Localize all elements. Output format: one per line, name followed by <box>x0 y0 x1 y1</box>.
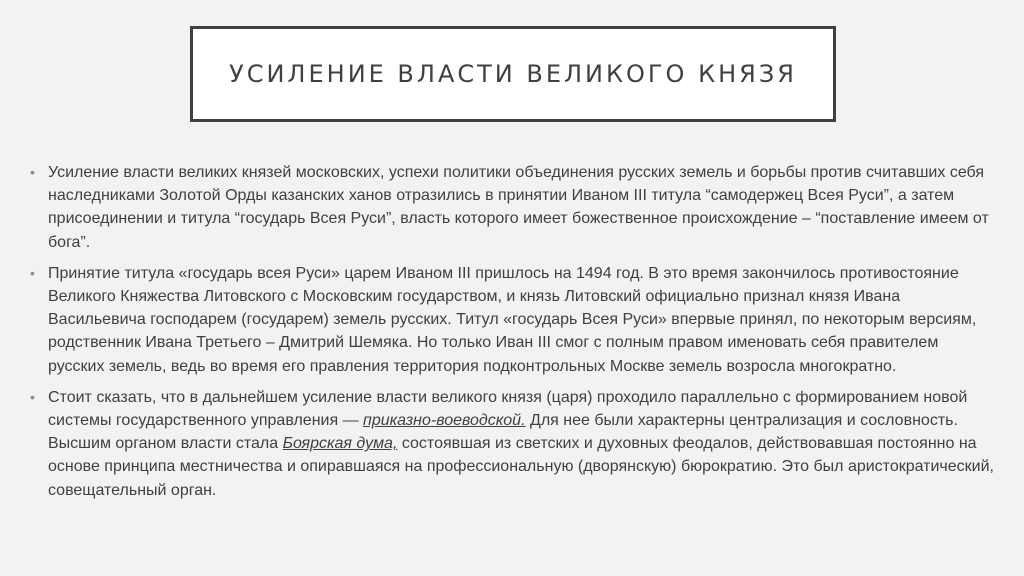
bullet-item <box>30 386 994 502</box>
bullet-text-part: состоявшая из светских и духовных феодалов, действовавшая постоянно на основе принципа местничества и опиравшаяся на профессиональную (дворянскую) бюрократию. Это был аристократический, совещательный орган. <box>48 435 994 499</box>
bullet-item <box>30 161 994 254</box>
bullet-icon: • <box>30 164 35 180</box>
slide-title: УСИЛЕНИЕ ВЛАСТИ ВЕЛИКОГО КНЯЗЯ <box>229 60 797 88</box>
bullet-icon: • <box>30 264 35 281</box>
bullet-item <box>30 262 994 378</box>
bullet-text: Принятие титула «государь всея Руси» царем Иваном III пришлось на 1494 год. В это время закончилось противостояние Великого Княжества Литовского с Московским государством, и князь Литовский официально признал князя Ивана Васильевича господарем (государем) земель русских. Титул «государь Всея Руси» впервые принял, по некоторым версиям, родственник Ивана Третьего – Дмитрий Шемяка. Но только Иван III смог с полным правом именовать себя правителем русских земель, ведь во время его правления территория подконтрольных Москве земель возросла многократно. <box>48 264 977 375</box>
bullet-icon: • <box>30 388 35 405</box>
title-box <box>190 26 836 122</box>
bullet-text: Усиление власти великих князей московских, успехи политики объединения русских земель и борьбы против считавших себя наследниками Золотой Орды казанских ханов отразились в принятии Иваном III титула “самодержец Всея Руси”, а затем присоединении и титула “государь Всея Руси”, власть которого имеет божественное происхождение – “поставление имеем от бога”. <box>48 164 989 251</box>
boyarskaya-duma-link[interactable]: Боярская дума, <box>282 435 398 453</box>
slide-content <box>30 161 994 510</box>
prikazno-voevodskaya-link[interactable]: приказно-воеводской. <box>363 412 526 430</box>
bullet-text-part: Стоит сказать, что в дальнейшем усиление власти великого князя (царя) проходило параллельно с формированием новой системы государственного управления — <box>48 388 968 430</box>
bullet-text-part: Для нее были характерны централизация и сословность. Высшим органом власти стала <box>48 412 958 453</box>
